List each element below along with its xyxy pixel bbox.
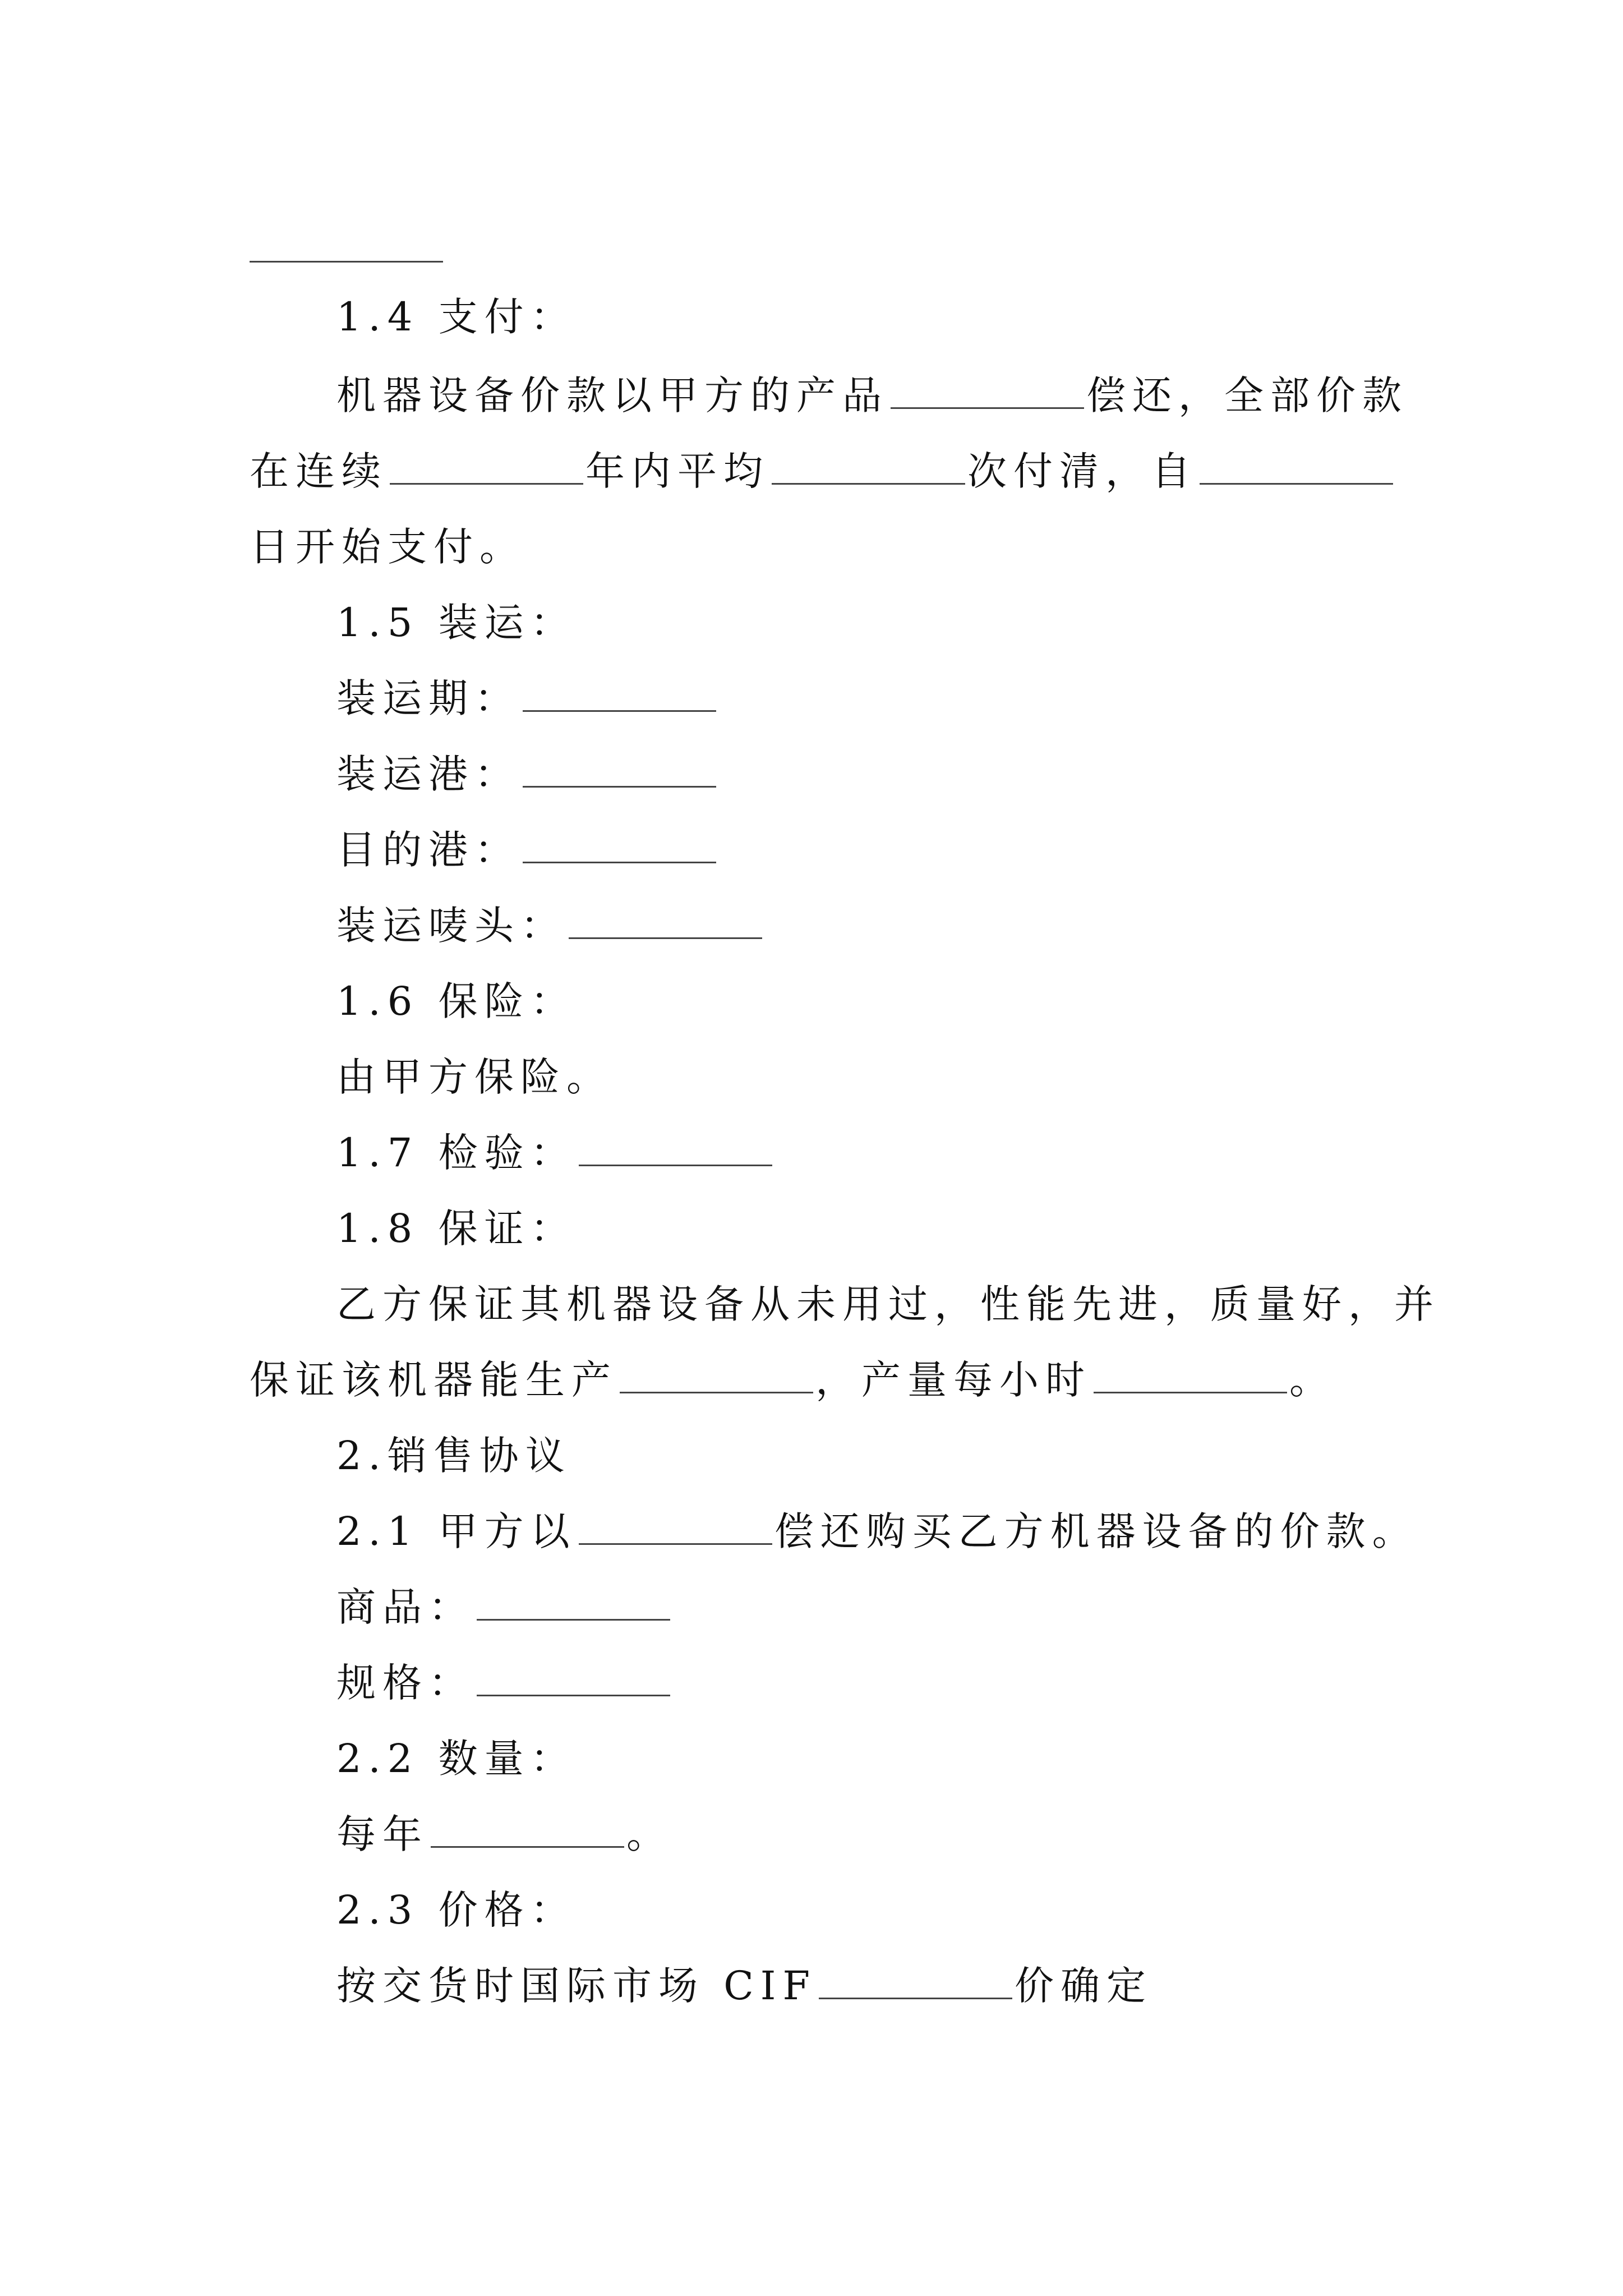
quantity-text-a: 每年 [336, 1811, 428, 1857]
guarantee-text-a: 乙方保证其机器设备从未用过，性能先进，质量好，并 [336, 1281, 1440, 1327]
section-1-8-title [336, 1203, 577, 1254]
section-1-5-title-text: 1.5 装运： [336, 600, 577, 646]
section-2-3-title [336, 1885, 577, 1935]
shipping-mark-blank[interactable] [569, 903, 762, 939]
payment-text-d: 年内平均 [585, 448, 769, 494]
section-1-4-paragraph-line-1 [336, 370, 1408, 421]
hourly-output-blank[interactable] [1094, 1357, 1287, 1393]
guarantee-line-2 [250, 1355, 1335, 1405]
spec-blank[interactable] [477, 1660, 670, 1696]
shipment-port-blank[interactable] [523, 751, 716, 788]
destination-port-row [336, 825, 718, 875]
payment-text-c: 在连续 [250, 448, 388, 494]
insurance-text: 由甲方保险。 [336, 1054, 612, 1100]
installments-blank[interactable] [772, 448, 965, 485]
guarantee-text-c: ，产量每小时 [815, 1357, 1091, 1403]
destination-port-label: 目的港： [336, 827, 520, 873]
quantity-row [336, 1809, 672, 1860]
section-2-1-row [336, 1506, 1418, 1557]
shipment-period-row [336, 673, 718, 724]
price-text-b: 价确定 [1015, 1963, 1153, 2009]
section-2-title-text: 2.销售协议 [336, 1433, 571, 1479]
guarantee-text-d: 。 [1289, 1357, 1335, 1403]
section-2-2-title-text: 2.2 数量： [336, 1736, 577, 1782]
years-blank[interactable] [390, 448, 583, 485]
shipment-period-blank[interactable] [523, 675, 716, 712]
section-2-title [336, 1430, 571, 1481]
repayment-goods-blank[interactable] [579, 1508, 772, 1545]
spec-row [336, 1658, 672, 1708]
top-blank-line [250, 261, 443, 263]
price-row [336, 1961, 1152, 2011]
goods-label: 商品： [336, 1584, 474, 1630]
quantity-text-b: 。 [626, 1811, 672, 1857]
goods-row [336, 1582, 672, 1632]
start-date-blank[interactable] [1200, 448, 1393, 485]
shipment-port-label: 装运港： [336, 751, 520, 797]
section-2-2-title [336, 1733, 577, 1784]
payment-text-f: 日开始支付。 [250, 524, 525, 570]
shipment-port-row [336, 749, 718, 799]
payment-text-a: 机器设备价款以甲方的产品 [336, 372, 888, 418]
section-2-1-text-b: 偿还购买乙方机器设备的价款。 [774, 1508, 1418, 1554]
shipment-period-label: 装运期： [336, 675, 520, 721]
section-2-3-title-text: 2.3 价格： [336, 1887, 577, 1933]
section-1-6-title-text: 1.6 保险： [336, 978, 577, 1024]
product-blank[interactable] [891, 372, 1084, 409]
production-blank[interactable] [620, 1357, 813, 1393]
spec-label: 规格： [336, 1660, 474, 1706]
insurance-text-row [336, 1052, 612, 1102]
section-1-4-title-text: 1.4 支付： [336, 294, 577, 340]
shipping-mark-label: 装运唛头： [336, 903, 566, 949]
section-1-4-paragraph-line-3 [250, 522, 525, 572]
inspection-blank[interactable] [579, 1130, 772, 1166]
price-text-a: 按交货时国际市场 CIF [336, 1963, 817, 2009]
guarantee-text-b: 保证该机器能生产 [250, 1357, 617, 1403]
section-1-4-paragraph-line-2 [250, 446, 1395, 496]
section-1-4-title [336, 292, 577, 342]
section-1-7-row [336, 1128, 774, 1178]
section-2-1-text-a: 2.1 甲方以 [336, 1508, 577, 1554]
guarantee-line-1 [336, 1279, 1440, 1329]
payment-text-b: 偿还，全部价款 [1086, 372, 1408, 418]
section-1-8-title-text: 1.8 保证： [336, 1205, 577, 1251]
payment-text-e: 次付清，自 [967, 448, 1197, 494]
shipping-mark-row [336, 900, 764, 951]
section-1-7-title-text: 1.7 检验： [336, 1130, 577, 1176]
section-1-5-title [336, 597, 577, 648]
destination-port-blank[interactable] [523, 827, 716, 863]
cif-price-blank[interactable] [819, 1963, 1012, 1999]
annual-quantity-blank[interactable] [431, 1811, 624, 1848]
section-1-6-title [336, 976, 577, 1027]
goods-blank[interactable] [477, 1584, 670, 1621]
